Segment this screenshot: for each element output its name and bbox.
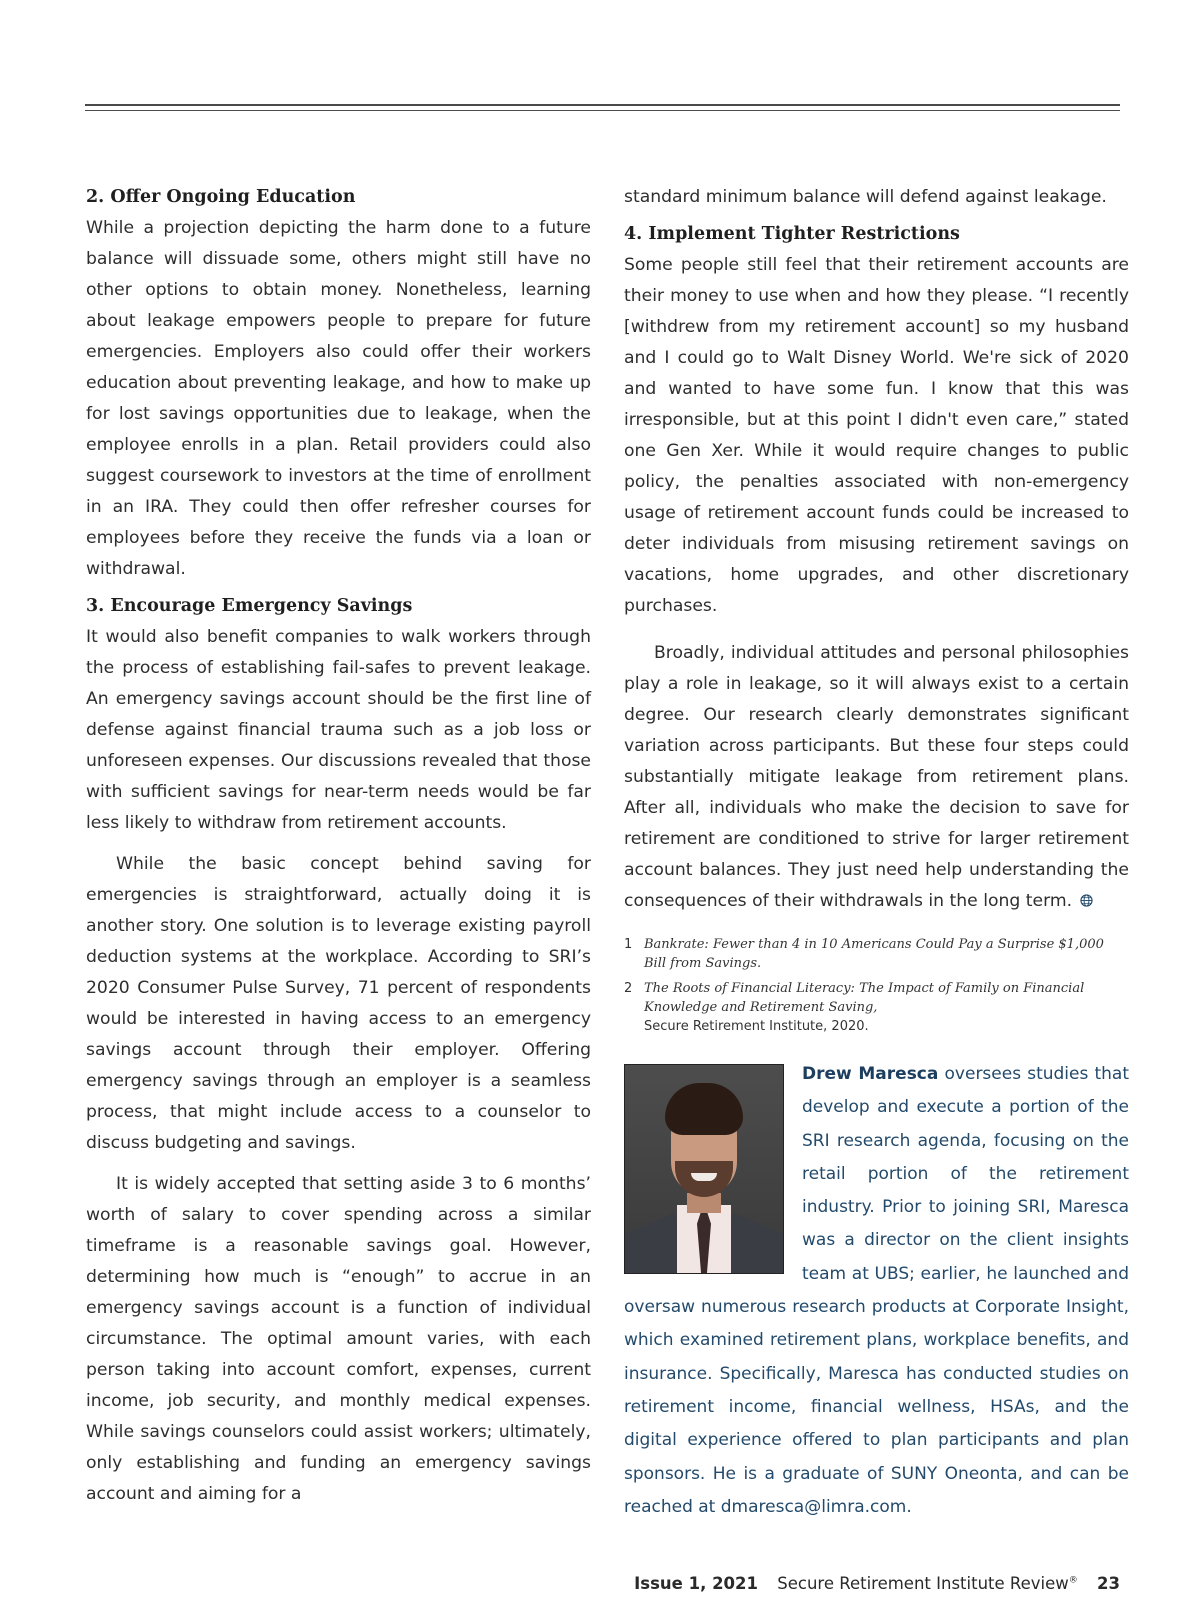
header-rule-thick xyxy=(85,104,1120,106)
paragraph-continued: standard minimum balance will defend against leakage. xyxy=(624,187,1107,207)
author-bio-text: oversees studies that develop and execute a portion of the SRI research agenda, focusing on the retail portion of the retirement industry. Prior to joining SRI, Maresca was a director on the client insights team at UBS; earlier, he launched and oversaw numerous research products at Corporate Insight, which examined retirement plans, workplace benefits, and insurance. Specifically, Maresca has conducted studies on retirement income, financial wellness, HSAs, and the digital experience offered to plan participants and plan sponsors. He is a graduate of SUNY Oneonta, and can be reached at dmaresca@limra.com. xyxy=(624,1064,1130,1517)
paragraph-conclusion-wrap xyxy=(624,638,1129,917)
footer-registered-mark: ® xyxy=(1068,1575,1078,1586)
footnotes xyxy=(624,935,1129,1036)
footnote-title: The Roots of Financial Literacy: The Impact of Family on Financial Knowledge and Retirement Saving, xyxy=(644,981,1085,1015)
paragraph-restrictions: Some people still feel that their retirement accounts are their money to use when and how they please. “I recently [withdrew from my retirement account] so my husband and I could go to Walt Disney World. We're sick of 2020 and wanted to have some fun. I know that this was irresponsible, but at this point I didn't even care,” stated one Gen Xer. While it would require changes to public policy, the penalties associated with non-emergency usage of retirement account funds could be increased to deter individuals from misusing retirement savings on vacations, home upgrades, and other discretionary purchases. xyxy=(624,255,1129,616)
right-column xyxy=(624,182,1129,1042)
paragraph-emergency-1: It would also benefit companies to walk workers through the process of establishing fail-safes to prevent leakage. An emergency savings account should be the first line of defense against financial trauma such as a job loss or unforeseen expenses. Our discussions revealed that those with sufficient savings for near-term needs would be far less likely to withdraw from retirement accounts. xyxy=(86,627,591,833)
footer-publication-name: Secure Retirement Institute Review xyxy=(777,1574,1069,1593)
footnote xyxy=(624,979,1129,1036)
footnote-number: 2 xyxy=(624,981,633,996)
footnote xyxy=(624,935,1129,973)
globe-icon xyxy=(1080,894,1093,907)
author-photo xyxy=(624,1064,784,1274)
footnote-text xyxy=(644,979,1129,1036)
footnote-number: 1 xyxy=(624,937,633,952)
author-name: Drew Maresca xyxy=(802,1064,939,1084)
heading-offer-education: 2. Offer Ongoing Education xyxy=(86,187,356,207)
footnote-text xyxy=(644,935,1129,973)
footnote-source: Secure Retirement Institute, 2020. xyxy=(644,1019,869,1034)
left-column xyxy=(86,182,591,1510)
heading-tighter-restrictions: 4. Implement Tighter Restrictions xyxy=(624,224,960,244)
footer-publication xyxy=(777,1574,1078,1593)
footnote-title: Bankrate: Fewer than 4 in 10 Americans Could Pay a Surprise $1,000 Bill from Savings. xyxy=(644,937,1104,971)
page-footer xyxy=(634,1574,1120,1593)
paragraph-emergency-2: While the basic concept behind saving for emergencies is straightforward, actually doing it is another story. One solution is to leverage existing payroll deduction systems at the workplace. According to SRI’s 2020 Consumer Pulse Survey, 71 percent of respondents would be interested in having access to an emergency savings account through their employer. Offering emergency savings through an employer is a seamless process, that might include access to a counselor to discuss budgeting and savings. xyxy=(86,854,591,1153)
page-number: 23 xyxy=(1097,1574,1120,1593)
paragraph-education: While a projection depicting the harm done to a future balance will dissuade some, others might still have no other options to obtain money. Nonetheless, learning about leakage empowers people to prepare for future emergencies. Employers also could offer their workers education about preventing leakage, and how to make up for lost savings opportunities due to leakage, when the employee enrolls in a plan. Retail providers could also suggest coursework to investors at the time of enrollment in an IRA. They could then offer refresher courses for employees before they receive the funds via a loan or withdrawal. xyxy=(86,218,591,579)
author-bio xyxy=(624,1058,1129,1524)
paragraph-conclusion: Broadly, individual attitudes and personal philosophies play a role in leakage, so it will always exist to a certain degree. Our research clearly demonstrates significant variation across participants. But these four steps could substantially mitigate leakage from retirement plans. After all, individuals who make the decision to save for retirement are conditioned to strive for larger retirement account balances. They just need help understanding the consequences of their withdrawals in the long term. xyxy=(624,643,1129,911)
header-rule-thin xyxy=(85,110,1120,111)
paragraph-emergency-3: It is widely accepted that setting aside 3 to 6 months’ worth of salary to cover spending across a similar timeframe is a reasonable savings goal. However, determining how much is “enough” to accrue in an emergency savings account is a function of individual circumstance. The optimal amount varies, with each person taking into account comfort, expenses, current income, job security, and monthly medical expenses. While savings counselors could assist workers; ultimately, only establishing and funding an emergency savings account and aiming for a xyxy=(86,1174,591,1504)
heading-emergency-savings: 3. Encourage Emergency Savings xyxy=(86,596,413,616)
footer-issue: Issue 1, 2021 xyxy=(634,1574,759,1593)
